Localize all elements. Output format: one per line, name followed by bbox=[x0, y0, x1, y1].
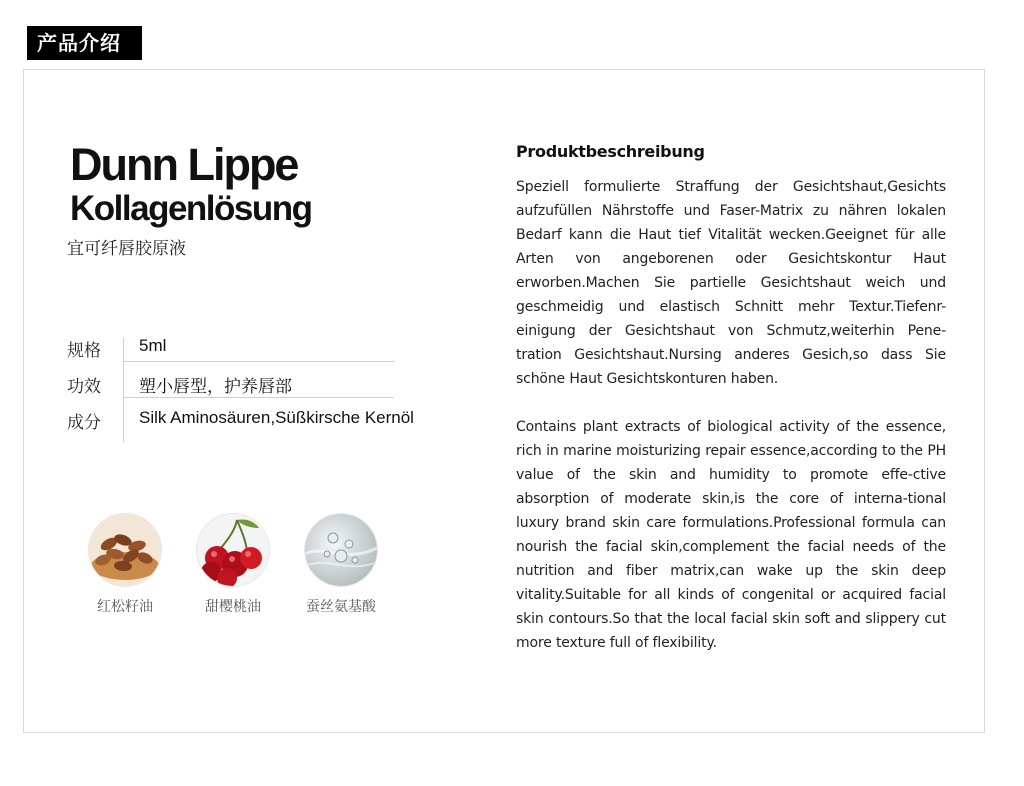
section-tab: 产品介绍 bbox=[27, 26, 142, 60]
ingredient-label: 蚕丝氨基酸 bbox=[306, 599, 376, 615]
almond-nuts-icon bbox=[89, 514, 161, 586]
spec-key: 成分 bbox=[67, 413, 101, 433]
ingredient-label: 甜樱桃油 bbox=[205, 599, 261, 615]
silk-droplets-icon bbox=[305, 514, 377, 586]
spec-value: Silk Aminosäuren,Süßkirsche Kernöl bbox=[139, 408, 414, 427]
ingredient-label: 红松籽油 bbox=[97, 599, 153, 615]
spec-divider bbox=[124, 397, 394, 398]
spec-table bbox=[67, 330, 457, 438]
ingredient-item bbox=[80, 514, 170, 616]
ingredient-item bbox=[188, 514, 278, 616]
ingredient-item bbox=[296, 514, 386, 616]
product-name-line2: Kollagenlösung bbox=[70, 189, 312, 228]
spec-key: 功效 bbox=[67, 377, 101, 397]
spec-value: 塑小唇型，护养唇部 bbox=[139, 377, 292, 396]
spec-key: 规格 bbox=[67, 341, 101, 361]
product-description bbox=[516, 142, 946, 655]
product-name bbox=[70, 140, 312, 228]
product-name-chinese: 宜可纤唇胶原液 bbox=[67, 239, 186, 259]
product-name-line1: Dunn Lippe bbox=[70, 139, 298, 190]
spec-divider bbox=[124, 361, 394, 362]
cherries-icon bbox=[197, 514, 269, 586]
spec-row-ingredients bbox=[67, 402, 457, 438]
description-english: Contains plant extracts of biological activity of the essence, rich in marine moisturizing repair essence,according to the PH value of the skin and humidity to promote effe-ctive absorption of moderate skin,is the core of interna-tional luxury brand skin care formulations.Professional formula can nourish the facial skin,complement the facial needs of the nutrition and fiber matrix,can wake up the skin deep vitality.Suitable for all kinds of congenital or acquired facial skin contours.So that the local facial skin soft and slippery cut more texture full of flexibility. bbox=[516, 419, 946, 651]
spec-value: 5ml bbox=[139, 336, 167, 355]
description-german: Speziell formulierte Straffung der Gesichtshaut,Gesichts aufzufüllen Nährstoffe und Faser-Matrix zu nähren lokalen Bedarf kann die Haut tief Vitalität wecken.Geeignet für alle Arten von angeborenen oder Gesichtskontur Haut erworben.Machen Sie partielle Gesichtshaut weich und geschmeidig und elastisch Schnitt mehr Textur.Tiefenr-einigung der Gesichtshaut von Schmutz,weiterhin Pene-tration Gesichtshaut.Nursing anderes Gesich,so dass Sie schöne Haut Gesichtskonturen haben. bbox=[516, 179, 946, 387]
description-title: Produktbeschreibung bbox=[516, 142, 705, 161]
